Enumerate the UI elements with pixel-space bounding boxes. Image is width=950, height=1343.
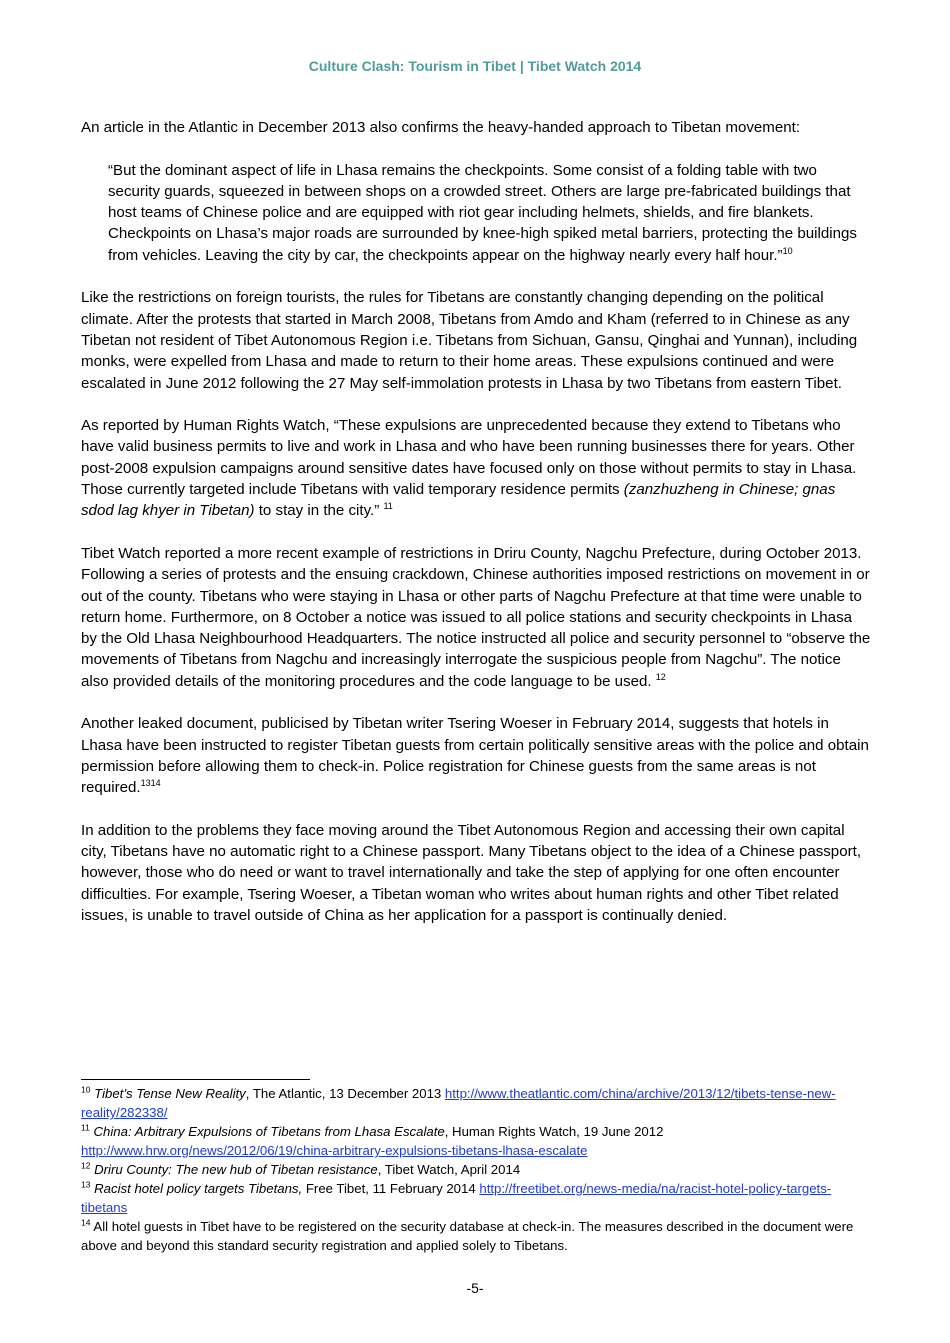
- footnote-14: [81, 1217, 871, 1255]
- paragraph-hotels-text: Another leaked document, publicised by Tibetan writer Tsering Woeser in February 2014, suggests that hotels in Lhasa have been instructed to register Tibetan guests from certain politically sensitive areas with the police and obtain permission before allowing them to check-in. Police registration for Chinese guests from the same areas is not required.: [81, 715, 869, 797]
- footnote-link[interactable]: http://www.theatlantic.com/china/archive/2013/12/tibets-tense-new-reality/282338/: [81, 1086, 836, 1120]
- paragraph-intro: [81, 117, 871, 138]
- footnote-number: 12: [81, 1160, 91, 1171]
- paragraph-passport-text: In addition to the problems they face moving around the Tibet Autonomous Region and accessing their own capital city, Tibetans have no automatic right to a Chinese passport. Many Tibetans object to the idea of a Chinese passport, however, those who do need or want to travel internationally and take the step of applying for one often encounter difficulties. For example, Tsering Woeser, a Tibetan woman who writes about human rights and other Tibet related issues, is unable to travel outside of China as her application for a passport is continually denied.: [81, 821, 862, 924]
- footnote-13: [81, 1179, 871, 1217]
- footnote-text: , The Atlantic, 13 December 2013: [245, 1086, 445, 1101]
- footnote-ref-10[interactable]: 10: [782, 245, 793, 256]
- paragraph-restrictions-text: Like the restrictions on foreign tourists, the rules for Tibetans are constantly changing depending on the political climate. After the protests that started in March 2008, Tibetans from Amdo and Kham (referred to in Chinese as any Tibetan not resident of Tibet Autonomous Region i.e. Tibetans from Sichuan, Gansu, Qinghai and Yunnan), including monks, were expelled from Lhasa and made to return to their home areas. These expulsions continued and were escalated in June 2012 following the 27 May self-immolation protests in Lhasa by two Tibetans from eastern Tibet.: [81, 289, 858, 392]
- footnote-12: [81, 1160, 871, 1179]
- paragraph-intro-text: An article in the Atlantic in December 2013 also confirms the heavy-handed approach to Tibetan movement:: [81, 119, 801, 136]
- footnote-title: China: Arbitrary Expulsions of Tibetans from Lhasa Escalate: [93, 1124, 445, 1139]
- paragraph-driru-text: Tibet Watch reported a more recent example of restrictions in Driru County, Nagchu Prefecture, during October 2013. Following a series of protests and the ensuing crackdown, Chinese authorities imposed restrictions on movement in or out of the county. Tibetans who were staying in Lhasa or other parts of Nagchu Prefecture at that time were unable to return home. Furthermore, on 8 October a notice was issued to all police stations and security checkpoints in Lhasa by the Old Lhasa Neighbourhood Headquarters. The notice instructed all police and security personnel to “observe the movements of Tibetans from Nagchu and increasingly interrogate the suspicious people from Nagchu”. The notice also provided details of the monitoring procedures and the code language to be used.: [81, 544, 871, 690]
- paragraph-hrw-text: As reported by Human Rights Watch, “These expulsions are unprecedented because they extend to Tibetans who have valid business permits to live and work in Lhasa and who have been running businesses there for years. Other post-2008 expulsion campaigns around sensitive dates have focused only on those without permits to stay in Lhasa. Those currently targeted include Tibetans with valid temporary residence permits: [81, 417, 857, 499]
- footnote-text: , Tibet Watch, April 2014: [377, 1162, 521, 1177]
- footnotes: [81, 1084, 871, 1255]
- footnote-link[interactable]: http://www.hrw.org/news/2012/06/19/china-arbitrary-expulsions-tibetans-lhasa-escalate: [81, 1143, 588, 1158]
- footnote-title: Tibet’s Tense New Reality: [94, 1086, 246, 1101]
- paragraph-restrictions: [81, 287, 871, 393]
- footnote-text: Free Tibet, 11 February 2014: [302, 1181, 480, 1196]
- footnote-divider: [81, 1079, 310, 1080]
- body-text: [81, 117, 871, 948]
- footnote-11: [81, 1122, 871, 1160]
- paragraph-hotels: [81, 713, 871, 798]
- footnote-number: 11: [81, 1122, 90, 1133]
- footnote-text: , Human Rights Watch, 19 June 2012: [444, 1124, 664, 1139]
- paragraph-passport: [81, 820, 871, 926]
- footnote-10: [81, 1084, 871, 1122]
- footnote-text: All hotel guests in Tibet have to be registered on the security database at check-in. The measures described in the document were above and beyond this standard security registration and applied solely to Tibetans.: [81, 1219, 854, 1253]
- block-quote-text: “But the dominant aspect of life in Lhasa remains the checkpoints. Some consist of a folding table with two security guards, squeezed in between shops on a crowded street. Others are large pre-fabricated buildings that host teams of Chinese police and are equipped with riot gear including helmets, shields, and fire blankets. Checkpoints on Lhasa’s major roads are surrounded by knee-high spiked metal barriers, protecting the buildings from vehicles. Leaving the city by car, the checkpoints appear on the highway nearly every half hour.”: [108, 161, 857, 264]
- block-quote: [108, 160, 867, 266]
- footnote-title: Driru County: The new hub of Tibetan resistance: [94, 1162, 378, 1177]
- paragraph-driru: [81, 543, 871, 692]
- page-number: -5-: [466, 1280, 484, 1296]
- paragraph-hrw-end: to stay in the city.”: [254, 502, 384, 520]
- footnote-ref-11[interactable]: 11: [383, 501, 393, 512]
- paragraph-hrw-italic: (zanzhuzheng in Chinese; gnas sdod lag khyer in Tibetan): [81, 481, 836, 520]
- footnote-ref-13-14[interactable]: 1314: [140, 778, 161, 789]
- footnote-link[interactable]: http://freetibet.org/news-media/na/racist-hotel-policy-targets-tibetans: [81, 1181, 832, 1215]
- footnote-ref-12[interactable]: 12: [655, 671, 666, 682]
- footnote-number: 14: [81, 1217, 91, 1228]
- running-header: Culture Clash: Tourism in Tibet | Tibet Watch 2014: [308, 58, 642, 74]
- footnote-number: 10: [81, 1084, 91, 1095]
- footnote-title: Racist hotel policy targets Tibetans,: [94, 1181, 303, 1196]
- footnote-number: 13: [81, 1179, 91, 1190]
- paragraph-hrw: [81, 415, 871, 521]
